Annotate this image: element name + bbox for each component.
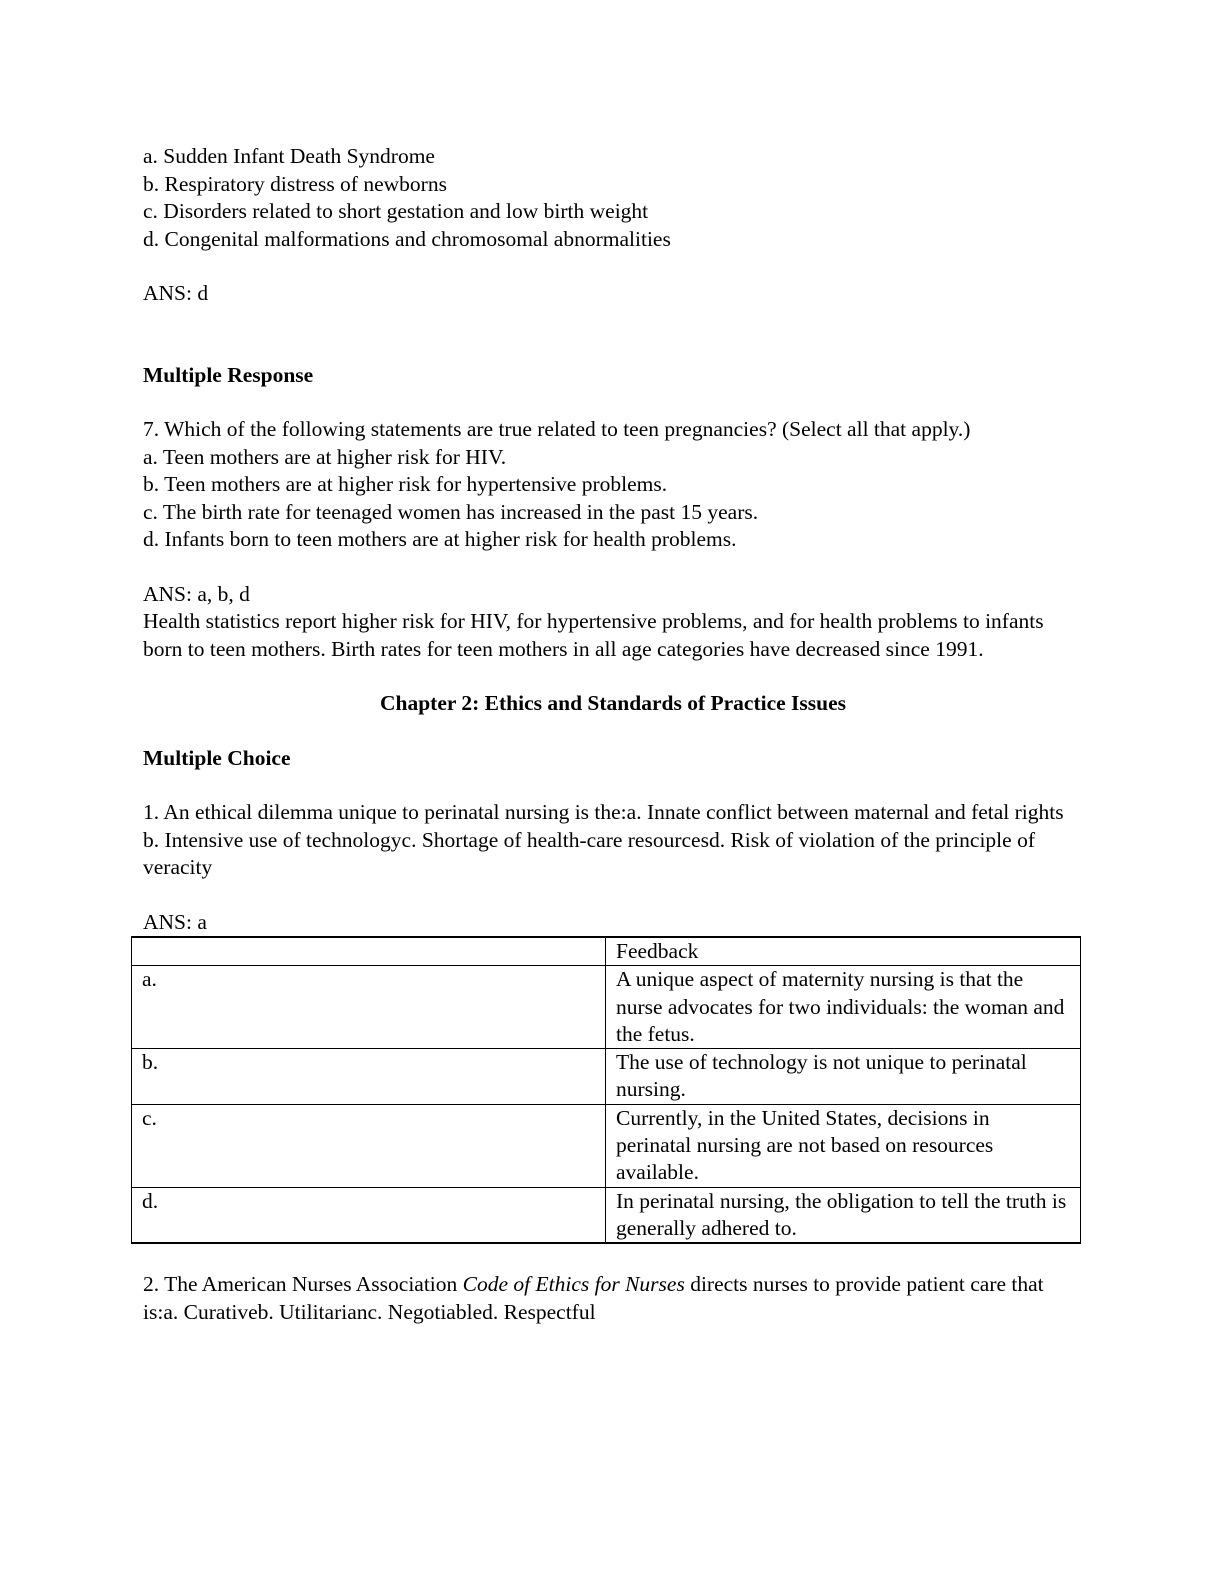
- q2-stem: [143, 1271, 1083, 1326]
- table-cell-option: d.: [132, 1187, 606, 1243]
- q2-stem-italic-title: Code of Ethics for Nurses: [462, 1272, 685, 1297]
- q7-option-c: c. The birth rate for teenaged women has increased in the past 15 years.: [143, 499, 759, 524]
- table-header-row: [132, 937, 1081, 966]
- table-header-feedback: Feedback: [605, 937, 1080, 966]
- q2-stem-prefix: 2. The American Nurses Association: [143, 1272, 463, 1297]
- chapter-title: Chapter 2: Ethics and Standards of Practice Issues: [379, 691, 847, 715]
- feedback-table: [131, 936, 1081, 1244]
- q1-stem-line2: b. Intensive use of technologyc. Shortage of health-care resourcesd. Risk of violation of the principle of veracity: [143, 827, 1035, 879]
- q7: [143, 416, 1083, 554]
- q2-stem-suffix: directs nurses to provide patient care that is:a. Curativeb. Utilitarianc. Negotiabled. Respectful: [143, 1272, 1044, 1324]
- q7-rationale: Health statistics report higher risk for HIV, for hypertensive problems, and for health problems to infants born to teen mothers. Birth rates for teen mothers in all age categories have decreased since 1991.: [143, 609, 1044, 661]
- q6-option-c: c. Disorders related to short gestation and low birth weight: [143, 199, 649, 223]
- table-header-empty: [132, 937, 606, 966]
- q1-answer: ANS: a: [143, 909, 207, 934]
- q7-option-a: a. Teen mothers are at higher risk for HIV.: [143, 444, 507, 469]
- document-page: [143, 143, 1083, 1326]
- q7-answer: ANS: a, b, d: [143, 581, 250, 606]
- table-cell-feedback: Currently, in the United States, decisions in perinatal nursing are not based on resources available.: [605, 1104, 1080, 1187]
- q6-option-b: b. Respiratory distress of newborns: [143, 171, 447, 196]
- q6-options: [143, 143, 1083, 253]
- table-cell-feedback: A unique aspect of maternity nursing is that the nurse advocates for two individuals: the woman and the fetus.: [605, 966, 1080, 1049]
- section-heading-multiple-choice: Multiple Choice: [143, 745, 291, 770]
- table-cell-option: a.: [132, 966, 606, 1049]
- q7-option-b: b. Teen mothers are at higher risk for hypertensive problems.: [143, 472, 668, 496]
- q7-stem: 7. Which of the following statements are true related to teen pregnancies? (Select all that apply.): [143, 417, 971, 441]
- q6-option-a: a. Sudden Infant Death Syndrome: [143, 144, 435, 168]
- table-cell-feedback: The use of technology is not unique to perinatal nursing.: [605, 1049, 1080, 1105]
- table-row: [132, 1049, 1081, 1105]
- q6-answer: ANS: d: [143, 281, 209, 305]
- table-cell-feedback: In perinatal nursing, the obligation to tell the truth is generally adhered to.: [605, 1187, 1080, 1243]
- table-cell-option: c.: [132, 1104, 606, 1187]
- table-cell-option: b.: [132, 1049, 606, 1105]
- table-row: [132, 1187, 1081, 1243]
- q1-stem-line1: 1. An ethical dilemma unique to perinatal nursing is the:a. Innate conflict between maternal and fetal rights: [143, 800, 1064, 824]
- table-row: [132, 966, 1081, 1049]
- q6-option-d: d. Congenital malformations and chromosomal abnormalities: [143, 226, 671, 251]
- section-heading-multiple-response: Multiple Response: [143, 362, 314, 387]
- table-row: [132, 1104, 1081, 1187]
- q7-option-d: d. Infants born to teen mothers are at higher risk for health problems.: [143, 527, 737, 551]
